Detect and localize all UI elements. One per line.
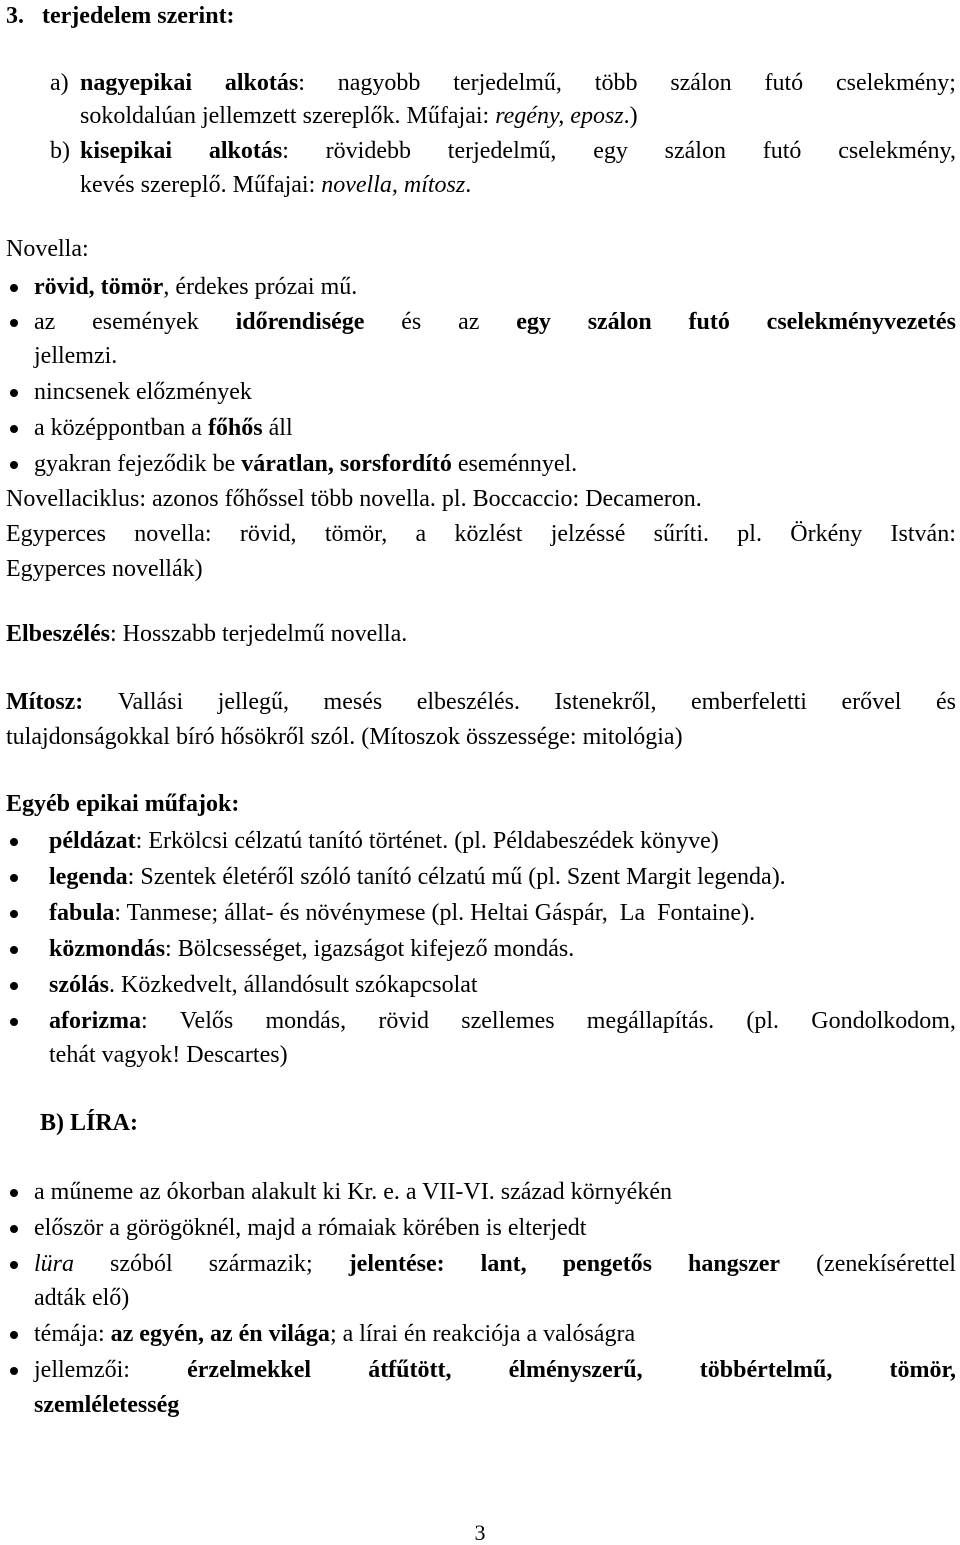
novellaciklus-line: Novellaciklus: azonos főhőssel több novella. pl. Boccaccio: Decameron. [6,486,702,512]
bullet-icon [10,1367,18,1375]
novella-bullet-5: gyakran fejeződik be váratlan, sorsfordító eseménnyel. [34,451,578,477]
bullet-icon [10,1261,18,1269]
section-title: terjedelem szerint: [42,3,235,29]
list-marker-b: b) [50,138,70,164]
lira-item-3-line2: adták elő) [34,1285,130,1311]
novella-bullet-2-line1: az események időrendisége és az egy szálon futó cselekményvezetés [34,309,956,335]
novella-bullet-1: rövid, tömör, érdekes prózai mű. [34,274,358,300]
bullet-icon [10,1225,18,1233]
list-item-b-line1: kisepikai alkotás: rövidebb terjedelmű, egy szálon futó cselekmény, [80,138,956,164]
bullet-icon [10,1189,18,1197]
bullet-icon [10,946,18,954]
lira-item-2: először a görögöknél, majd a rómaiak körében is elterjedt [34,1215,587,1241]
bullet-icon [10,910,18,918]
lira-title: B) LÍRA: [40,1110,139,1136]
novella-bullet-4: a középpontban a főhős áll [34,415,293,441]
list-item-b-line2: kevés szereplő. Műfajai: novella, mítosz. [80,172,472,198]
bullet-icon [10,1331,18,1339]
mitosz-line2: tulajdonságokkal bíró hősökről szól. (Mítoszok összessége: mitológia) [6,724,683,750]
bullet-icon [10,461,18,469]
egyeb-item-6-line1: aforizma: Velős mondás, rövid szellemes megállapítás. (pl. Gondolkodom, [49,1008,956,1034]
egyeb-item-4: közmondás: Bölcsességet, igazságot kifejező mondás. [49,936,575,962]
egyperces-line2: Egyperces novellák) [6,556,203,582]
bullet-icon [10,838,18,846]
bullet-icon [10,982,18,990]
lira-item-1: a műneme az ókorban alakult ki Kr. e. a VII-VI. század környékén [34,1179,672,1205]
page-number: 3 [474,1520,486,1545]
bullet-icon [10,1018,18,1026]
bullet-icon [10,319,18,327]
egyeb-item-2: legenda: Szentek életéről szóló tanító célzatú mű (pl. Szent Margit legenda). [49,864,786,890]
bullet-icon [10,874,18,882]
bullet-icon [10,284,18,292]
list-item-a-line2: sokoldalúan jellemzett szereplők. Műfajai: regény, eposz.) [80,103,638,129]
lira-item-3-line1: lüra szóból származik; jelentése: lant, pengetős hangszer (zenekísérettel [34,1251,956,1277]
egyeb-item-1: példázat: Erkölcsi célzatú tanító történet. (pl. Példabeszédek könyve) [49,828,719,854]
novella-bullet-3: nincsenek előzmények [34,379,252,405]
novella-bullet-2-line2: jellemzi. [34,343,118,369]
novella-title: Novella: [6,236,89,262]
lira-item-5-line2: szemléletesség [34,1392,180,1418]
egyeb-item-6-line2: tehát vagyok! Descartes) [49,1042,288,1068]
list-item-a-line1: nagyepikai alkotás: nagyobb terjedelmű, több szálon futó cselekmény; [80,70,956,96]
lira-item-4: témája: az egyén, az én világa; a lírai én reakciója a valóságra [34,1321,636,1347]
egyeb-title: Egyéb epikai műfajok: [6,791,240,817]
mitosz-line1: Mítosz: Vallási jellegű, mesés elbeszélés. Istenekről, emberfeletti erővel és [6,689,956,715]
section-heading [6,4,235,28]
lira-item-5-line1: jellemzői: érzelmekkel átfűtött, élményszerű, többértelmű, tömör, [34,1357,956,1383]
egyeb-item-3: fabula: Tanmese; állat- és növénymese (pl. Heltai Gáspár, La Fontaine). [49,900,756,926]
egyeb-item-5: szólás. Közkedvelt, állandósult szókapcsolat [49,972,478,998]
list-marker-a: a) [50,70,69,96]
section-number: 3. [6,3,24,29]
bullet-icon [10,425,18,433]
egyperces-line1: Egyperces novella: rövid, tömör, a közlést jelzéssé sűríti. pl. Örkény István: [6,521,956,547]
bullet-icon [10,389,18,397]
elbeszeles-line: Elbeszélés: Hosszabb terjedelmű novella. [6,621,408,647]
